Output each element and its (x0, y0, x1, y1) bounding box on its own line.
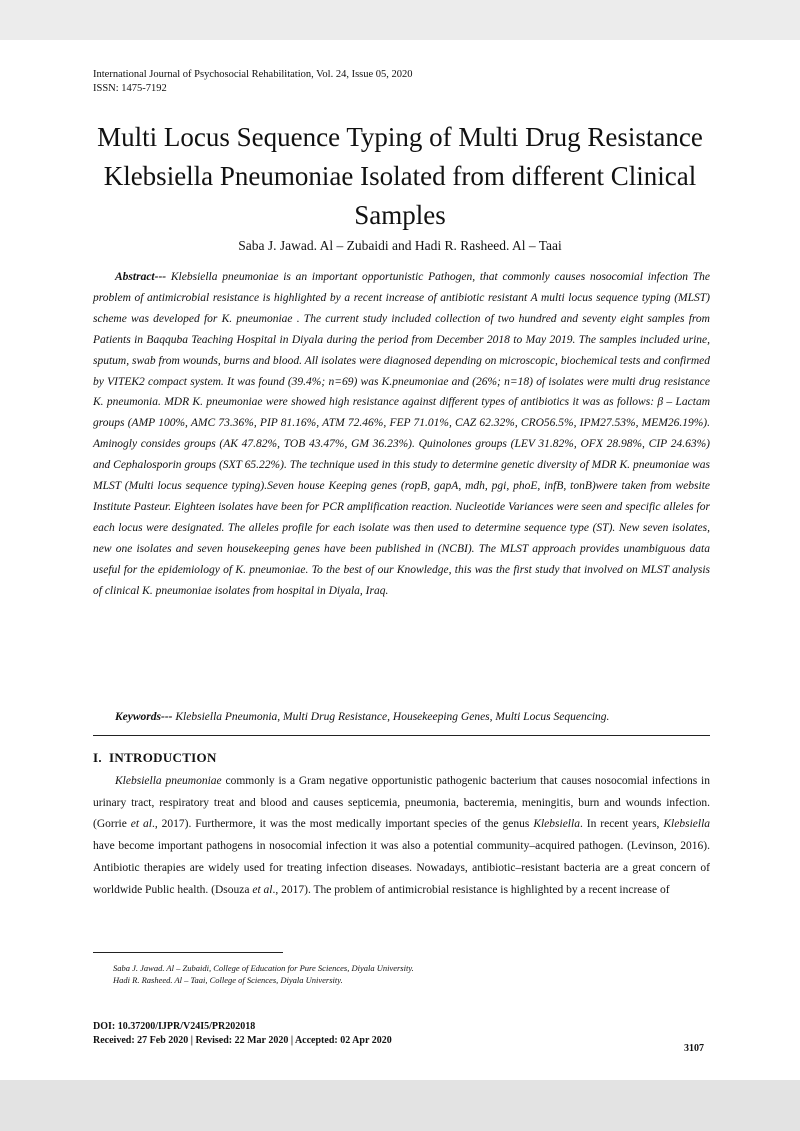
journal-header (93, 68, 653, 96)
keywords-text: Klebsiella Pneumonia, Multi Drug Resistance, Housekeeping Genes, Multi Locus Sequencing. (172, 711, 610, 723)
article-footer (93, 1020, 593, 1048)
abstract (93, 267, 710, 602)
intro-text-run: ., 2017). Furthermore, it was the most medically important species of the genus (151, 818, 534, 831)
intro-italic-run: et al (130, 818, 152, 831)
keywords-label: Keywords--- (115, 711, 173, 723)
journal-citation: International Journal of Psychosocial Rehabilitation, Vol. 24, Issue 05, 2020 (93, 69, 413, 80)
section-number: I. (93, 750, 102, 765)
issn: ISSN: 1475-7192 (93, 83, 167, 94)
abstract-label: Abstract--- (115, 271, 167, 283)
doi: DOI: 10.37200/IJPR/V24I5/PR202018 (93, 1021, 256, 1032)
intro-text-run: commonly is a Gram negative opportunistic pathogenic bacterium that causes nosocomial infections in urinary tract, respiratory treat and blood and causes septicemia, pneumonia, bacteremia, meningitis, burn and wounds infection. (Gorrie (93, 775, 710, 831)
abstract-text: Klebsiella pneumoniae is an important opportunistic Pathogen, that commonly causes nosocomial infection The problem of antimicrobial resistance is highlighted by a recent increase of antibiotic resistant A multi locus sequence typing (MLST) scheme was developed for K. pneumoniae . The current study included collection of two hundred and seventy eight samples from Patients in Baqquba Teaching Hospital in Diyala during the period from December 2018 to May 2019. The samples included urine, sputum, swab from wounds, burns and blood. All isolates were diagnosed depending on microscopic, biochemical tests and confirmed by VITEK2 compact system. It was found (39.4%; n=69) was K.pneumoniae and (26%; n=18) of isolates were multi drug resistance K. pneumonia. MDR K. pneumoniae were showed high resistance against different types of antibiotics it was as follows: β – Lactam groups (AMP 100%, AMC 73.36%, PIP 81.16%, ATM 72.46%, FEP 71.01%, CAZ 62.32%, CRO56.5%, IPM27.53%, MEM26.19%). Aminogly consides groups (AK 47.82%, TOB 43.47%, GM 36.23%). Quinolones groups (LEV 31.82%, OFX 28.98%, CIP 24.63%) and Cephalosporin groups (SXT 65.22%). The technique used in this study to determine genetic diversity of MDR K. pneumoniae was MLST (Multi locus sequence typing).Seven house Keeping genes (ropB, gapA, mdh, pgi, phoE, infB, tonB)were taken from website Institute Pasteur. Eighteen isolates have been for PCR amplification reaction. Nucleotide Variances were seen and specific alleles for each locus were designated. The alleles profile for each isolate was then used to determine sequence type (ST). New seven isolates, new one isolates and seven housekeeping genes have been published in (NCBI). The MLST approach provides unambiguous data useful for the epidemiology of K. pneumoniae. To the best of our Knowledge, this was the first study that involved on MLST analysis of clinical K. pneumoniae isolates from hospital in Diyala, Iraq. (93, 271, 710, 597)
section-heading-introduction (93, 749, 217, 767)
scan-background-top (0, 0, 800, 40)
intro-italic-run: Klebsiella pneumoniae (115, 775, 222, 787)
affiliation-2: Hadi R. Rasheed. Al – Taai, College of Sciences, Diyala University. (113, 975, 343, 985)
intro-text-run: ., 2017). The problem of antimicrobial resistance is highlighted by a recent increase of (272, 883, 670, 896)
introduction-paragraph (93, 771, 710, 901)
intro-italic-run: Klebsiella (533, 818, 580, 831)
section-divider (93, 735, 710, 736)
page-number: 3107 (684, 1043, 704, 1054)
section-title: INTRODUCTION (109, 750, 217, 765)
keywords (93, 707, 710, 727)
scan-background-bottom (0, 1080, 800, 1131)
intro-text-run: have become important pathogens in nosocomial infection it was also a potential community–acquired pathogen. (Levinson, 2016). Antibiotic therapies are widely used for treating infection diseases. Nowadays, antibiotic–resistant bacteria are a great concern of worldwide Public health. (Dsouza (93, 840, 710, 896)
submission-dates: Received: 27 Feb 2020 | Revised: 22 Mar 2020 | Accepted: 02 Apr 2020 (93, 1035, 392, 1046)
affiliation-1: Saba J. Jawad. Al – Zubaidi, College of Education for Pure Sciences, Diyala University. (113, 963, 414, 973)
author-line: Saba J. Jawad. Al – Zubaidi and Hadi R. Rasheed. Al – Taai (238, 238, 562, 253)
intro-text-run: . In recent years, (579, 818, 664, 831)
author-affiliations (113, 962, 633, 986)
footnote-divider (93, 952, 283, 953)
intro-italic-run: Klebsiella (663, 818, 711, 831)
intro-italic-run: et al (252, 883, 273, 896)
paper-title: Multi Locus Sequence Typing of Multi Drug Resistance Klebsiella Pneumoniae Isolated from different Clinical Samples (97, 122, 703, 230)
